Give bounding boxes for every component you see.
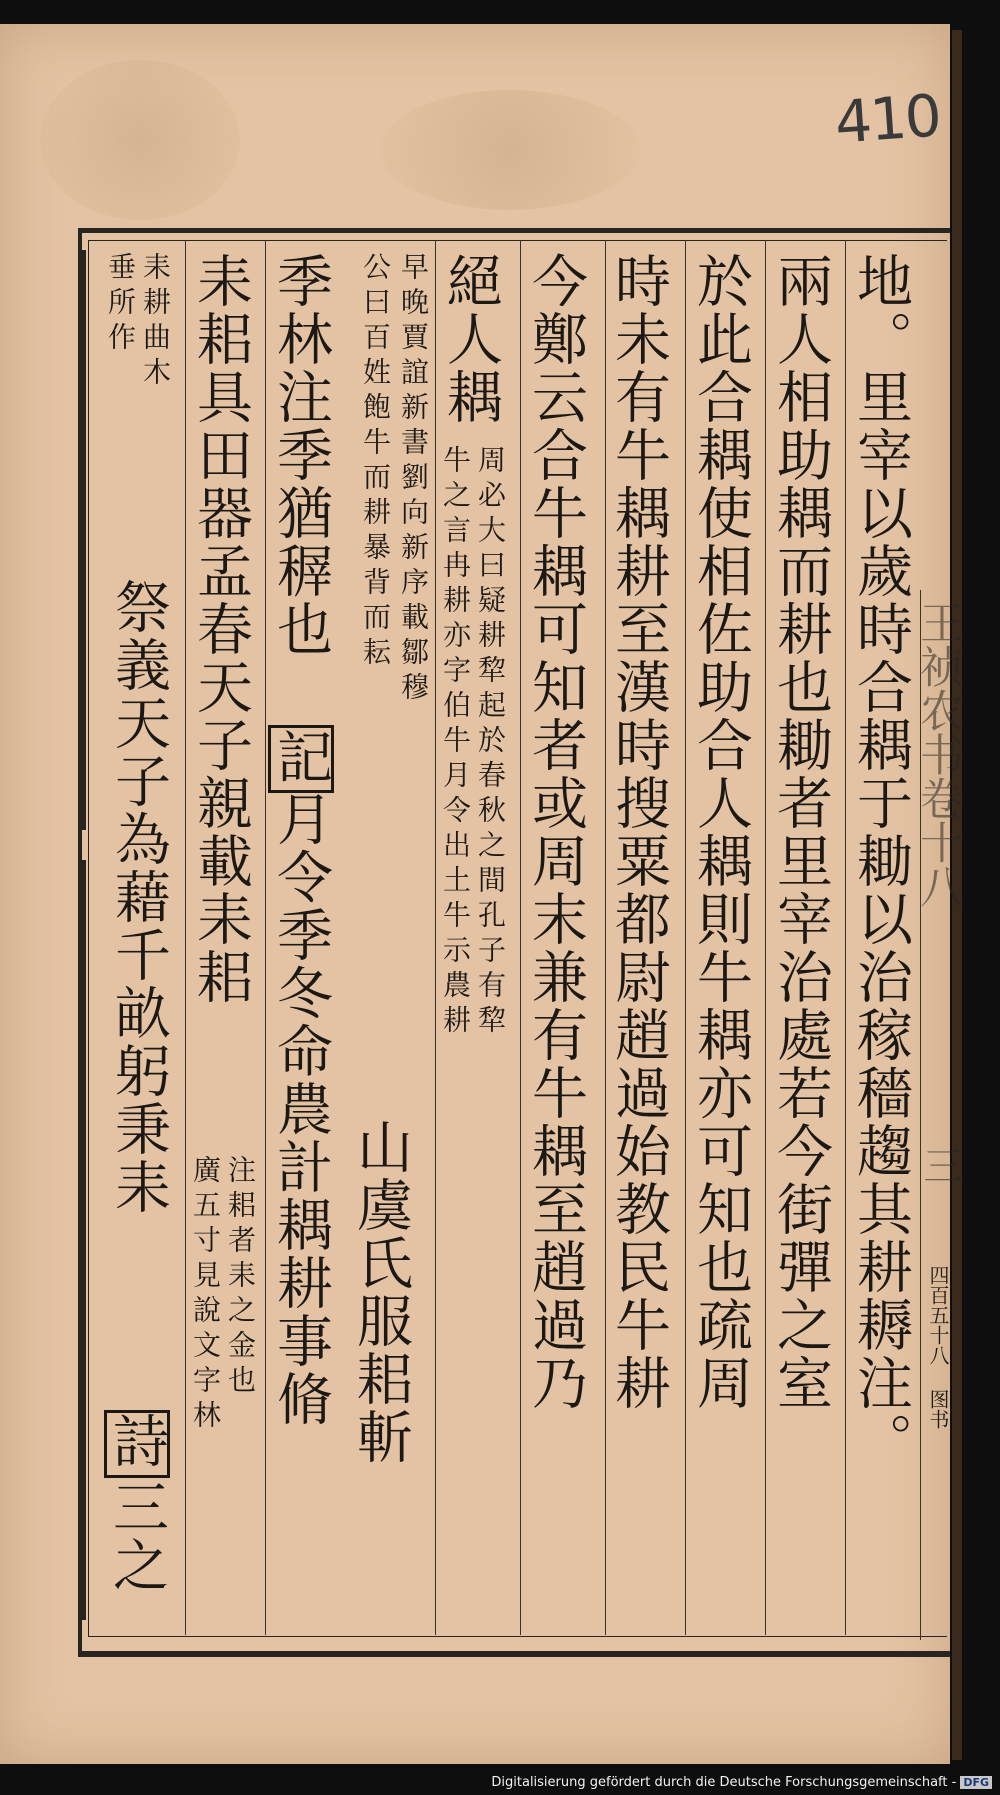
column-rule xyxy=(265,240,266,1635)
banxin-title: 王祯农书卷十八 xyxy=(912,600,963,908)
column-rule xyxy=(435,240,436,1635)
text-column-6: 絕人耦 xyxy=(438,252,503,426)
text-column-13-rest: 三之 xyxy=(104,1478,169,1594)
column-rule xyxy=(685,240,686,1635)
annotation-column: 廣五寸見說文字林 xyxy=(189,1155,222,1435)
column-rule xyxy=(765,240,766,1635)
paper-stain xyxy=(380,90,640,210)
text-column-2: 兩人相助耦而耕也耡者里宰治處若今街彈之室 xyxy=(768,252,833,1412)
dfg-logo: DFG xyxy=(960,1776,992,1789)
annotation-column: 周必大曰疑耕犂起於春秋之間孔子有犂 xyxy=(474,445,507,1040)
boxed-source-label: 記 xyxy=(268,728,333,786)
left-border-bar xyxy=(80,250,86,830)
left-border-bar xyxy=(80,860,86,1620)
boxed-source-label: 詩 xyxy=(104,1412,169,1470)
annotation-column: 早晚賈誼新書劉向新序載鄒穆 xyxy=(397,252,430,707)
banxin-folio: 三 xyxy=(917,1145,963,1185)
annotation-column: 公曰百姓飽牛而耕暴背而耘 xyxy=(359,252,392,672)
annotation-column: 耒耕曲木 xyxy=(139,252,172,392)
text-column-5: 今鄭云合牛耦可知者或周末兼有牛耦至趙過乃 xyxy=(523,252,588,1412)
text-column-13: 祭義天子為藉千畝躬秉耒 xyxy=(106,578,171,1216)
text-column-3: 於此合耦使相佐助合人耦則牛耦亦可知也疏周 xyxy=(688,252,753,1412)
annotation-column: 注耜者耒之金也 xyxy=(224,1155,257,1400)
annotation-column: 牛之言冉耕亦字伯牛月令出土牛示農耕 xyxy=(439,445,472,1040)
text-column-8-lower: 山虞氏服耜斬 xyxy=(348,1118,413,1466)
annotation-column: 垂所作 xyxy=(104,252,137,357)
column-rule xyxy=(185,240,186,1635)
footer-text: Digitalisierung gefördert durch die Deutsche Forschungsgemeinschaft - xyxy=(491,1775,957,1790)
paper-stain xyxy=(40,60,240,220)
text-column-1: 地。里宰以歲時合耦于耡以治稼穡趨其耕耨注。 xyxy=(848,252,913,1470)
text-column-10: 耒耜具田器孟春天子親載耒耜 xyxy=(188,252,253,1006)
text-column-4: 時未有牛耦耕至漢時搜粟都尉趙過始教民牛耕 xyxy=(606,252,671,1412)
handwritten-page-number: 410 xyxy=(832,81,942,157)
column-rule xyxy=(845,240,846,1635)
text-column-9-rest: 月令季冬命農計耦耕事脩 xyxy=(268,790,333,1428)
text-column-9: 季林注季猶稺也 xyxy=(268,252,333,658)
column-rule xyxy=(520,240,521,1635)
footer-credit xyxy=(491,1775,992,1790)
collection-mark: 四百五十八 图书 xyxy=(926,1265,950,1429)
